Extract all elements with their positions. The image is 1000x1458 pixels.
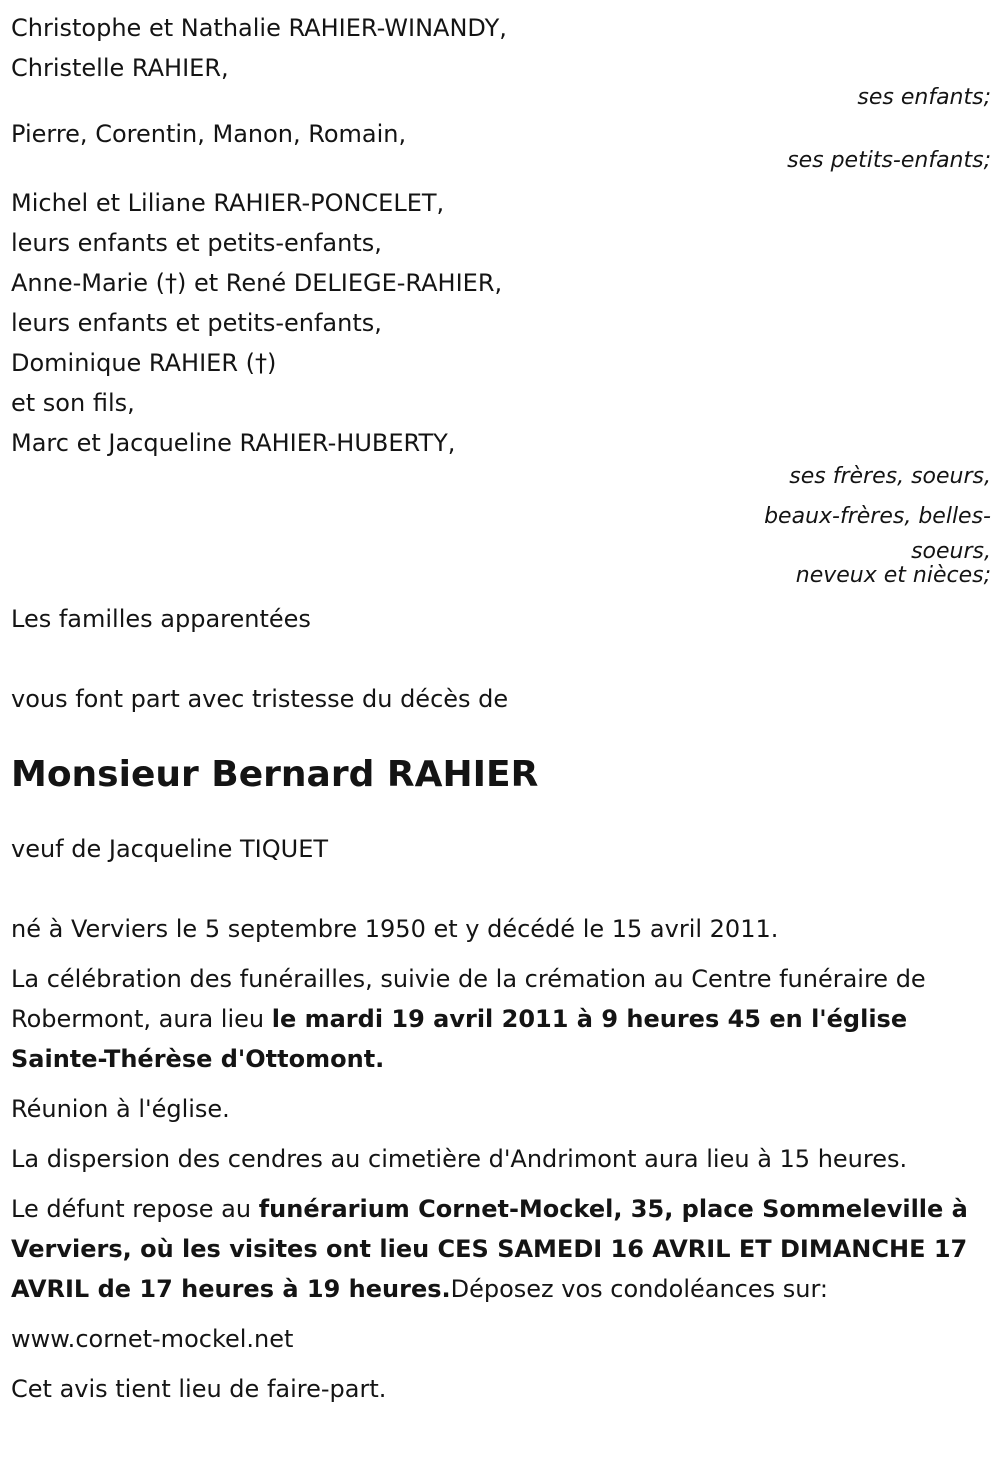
children-line-1: Christophe et Nathalie RAHIER-WINANDY, [11,14,507,42]
siblings-line-4: leurs enfants et petits-enfants, [11,309,382,337]
repose-details: funérarium Cornet-Mockel, 35, place Sommeleville à Verviers, où les visites ont lieu CES SAMEDI 16 AVRIL ET DIMANCHE 17 AVRIL de 17 heures à 19 heures. [11,1195,968,1303]
obituary-notice [11,8,991,1409]
children-block [11,8,991,114]
siblings-role-line-3: soeurs, [911,539,991,564]
announce-text: vous font part avec tristesse du décès de [11,685,509,713]
grandchildren-role: ses petits-enfants; [787,148,991,173]
siblings-line-5: Dominique RAHIER (†) [11,349,277,377]
siblings-role-line-2: beaux-frères, belles- [764,504,991,529]
funeral-details: le mardi 19 avril 2011 à 9 heures 45 en l'église Sainte-Thérèse d'Ottomont. [11,1005,908,1073]
children-line-2: Christelle RAHIER, [11,54,229,82]
grandchildren-line-1: Pierre, Corentin, Manon, Romain, [11,120,407,148]
funeral-text: La célébration des funérailles, suivie de la crémation au Centre funéraire de Robermont, aura lieu [11,965,926,1033]
siblings-block [11,183,991,588]
siblings-line-7: Marc et Jacqueline RAHIER-HUBERTY, [11,429,456,457]
siblings-line-6: et son fils, [11,389,135,417]
repose-paragraph [11,1189,991,1309]
dispersion-text: La dispersion des cendres au cimetière d'Andrimont aura lieu à 15 heures. [11,1145,908,1173]
deceased-name: Monsieur Bernard RAHIER [11,754,539,795]
siblings-line-2: leurs enfants et petits-enfants, [11,229,382,257]
birth-death-text: né à Verviers le 5 septembre 1950 et y décédé le 15 avril 2011. [11,915,779,943]
siblings-line-1: Michel et Liliane RAHIER-PONCELET, [11,189,445,217]
closing-text: Cet avis tient lieu de faire-part. [11,1375,387,1403]
siblings-line-3: Anne-Marie (†) et René DELIEGE-RAHIER, [11,269,503,297]
families-text: Les familles apparentées [11,605,311,633]
repose-text: Le défunt repose au [11,1195,259,1223]
siblings-role-line-1: ses frères, soeurs, [789,464,991,489]
condolences-text: Déposez vos condoléances sur: [450,1275,829,1303]
grandchildren-block [11,114,991,177]
children-role: ses enfants; [857,85,991,110]
widower-text: veuf de Jacqueline TIQUET [11,835,329,863]
siblings-role [11,457,991,588]
meeting-text: Réunion à l'église. [11,1095,230,1123]
siblings-role-line-4: neveux et nièces; [795,563,991,588]
funeral-paragraph [11,959,991,1079]
website-link[interactable]: www.cornet-mockel.net [11,1325,294,1353]
